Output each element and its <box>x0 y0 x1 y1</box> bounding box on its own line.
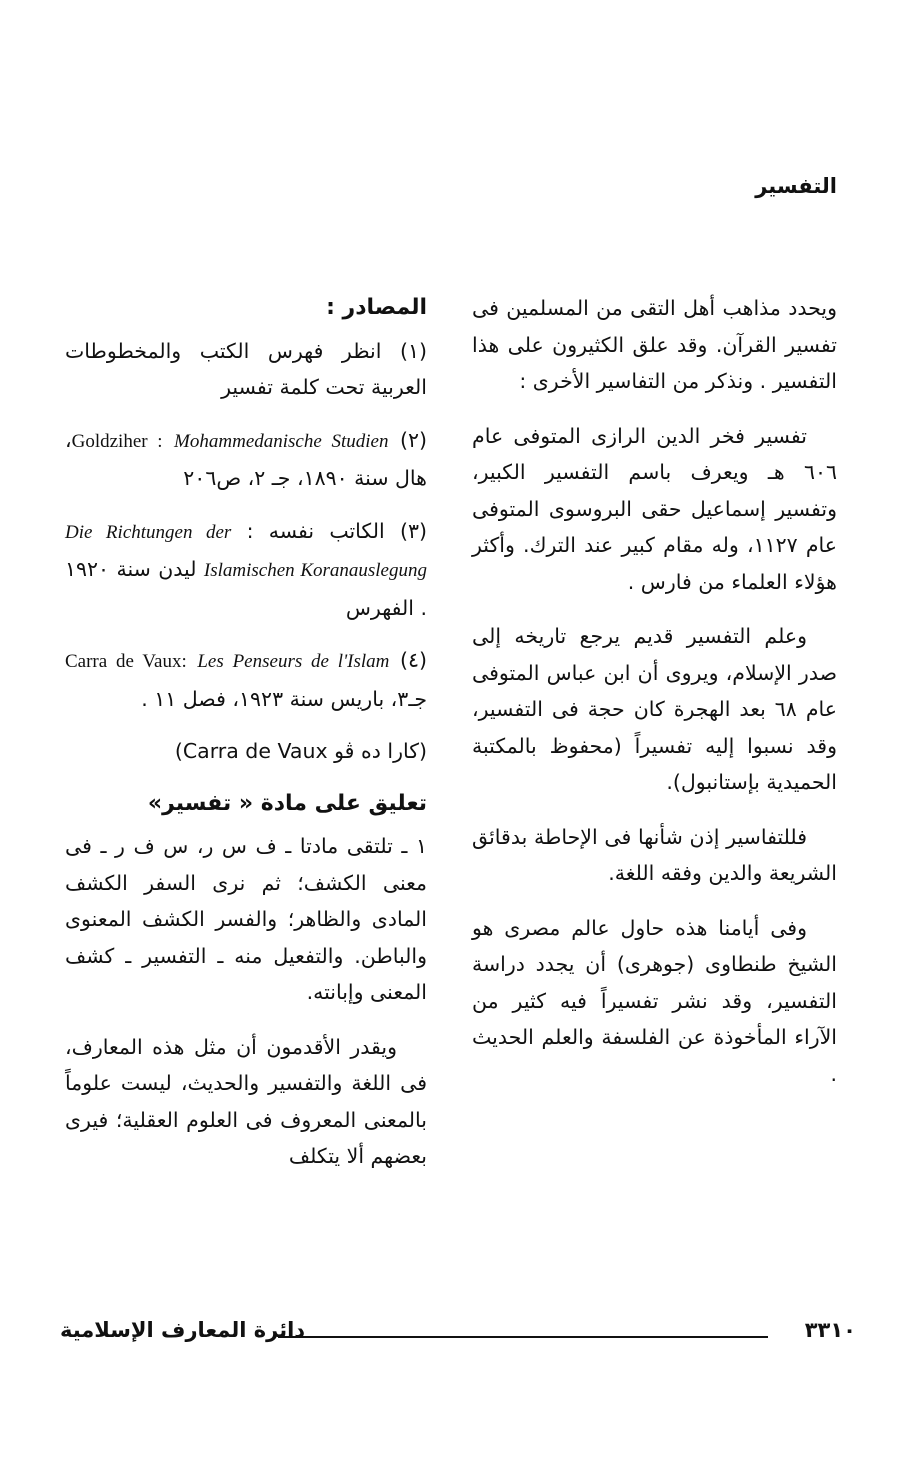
source-number: (٢) <box>399 427 427 452</box>
source-author: Carra de Vaux: <box>65 651 187 672</box>
footer-rule <box>278 1336 768 1338</box>
commentary-paragraph: ١ ـ تلتقى مادتا ـ ف س ر، س ف ر ـ فى معنى الكشف؛ ثم نرى السفر الكشف المادى والظاهر؛ والفسر الكشف المعنوى والباطن. والتفعيل منه ـ التفسير ـ كشف المعنى وإبانته. <box>65 834 427 1004</box>
source-title: Mohammedanische Studien <box>174 430 389 452</box>
source-number: (٣) <box>399 518 427 543</box>
source-title: Die Richtungen der Islamischen Koranauslegung <box>65 521 427 581</box>
source-entry <box>65 642 427 717</box>
source-details: جـ٣، باريس سنة ١٩٢٣، فصل ١١ . <box>141 686 427 711</box>
article-author: (كارا ده ڤو Carra de Vaux) <box>174 739 427 763</box>
page-number: ٣٣١٠ <box>804 1318 856 1342</box>
source-number: (٤) <box>399 648 427 672</box>
body-paragraph: وفى أيامنا هذه حاول عالم مصرى هو الشيخ طنطاوى (جوهرى) أن يجدد دراسة التفسير، وقد نشر تفسيراً فيه كثير من الآراء المأخوذة عن الفلسفة والعلم الحديث . <box>472 915 837 1086</box>
journal-title: دائرة المعارف الإسلامية <box>60 1318 306 1342</box>
source-author: Goldziher : <box>71 430 163 452</box>
running-title: التفسير <box>755 174 837 198</box>
body-paragraph: وعلم التفسير قديم يرجع تاريخه إلى صدر الإسلام، ويروى أن ابن عباس المتوفى عام ٦٨ بعد الهجرة كان حجة فى التفسير، وقد نسبوا إليه تفسيراً (محفوظ بالمكتبة الحميدية بإستانبول). <box>472 624 838 794</box>
body-paragraph: تفسير فخر الدين الرازى المتوفى عام ٦٠٦ هـ ويعرف باسم التفسير الكبير، وتفسير إسماعيل حقى البروسوى المتوفى عام ١١٢٧، وله مقام كبير عند الترك. وأكثر هؤلاء العلماء من فارس . <box>472 423 837 594</box>
source-entry <box>65 422 427 497</box>
source-details: ليدن سنة ١٩٢٠ . الفهرس <box>65 557 427 620</box>
right-column <box>472 290 837 1110</box>
body-paragraph: فللتفاسير إذن شأنها فى الإحاطة بدقائق الشريعة والدين وفقه اللغة. <box>472 824 837 885</box>
source-details: ، هال سنة ١٨٩٠، جـ ٢، ص٢٠٦ <box>65 427 427 490</box>
source-author: الكاتب نفسه : <box>246 518 385 543</box>
commentary-paragraph: ويقدر الأقدمون أن مثل هذه المعارف، فى اللغة والتفسير والحديث، ليست علوماً بالمعنى المعروف فى العلوم العقلية؛ فيرى بعضهم ألا يتكلف <box>65 1034 427 1168</box>
sources-heading: المصادر : <box>326 295 427 320</box>
source-entry: (١) انظر فهرس الكتب والمخطوطات العربية تحت كلمة تفسير <box>65 338 427 399</box>
source-entry <box>65 513 427 627</box>
page-footer <box>60 1318 856 1358</box>
source-title: Les Penseurs de l'Islam <box>197 651 390 672</box>
left-column <box>65 290 427 1193</box>
commentary-heading: تعليق على مادة « تفسير» <box>147 790 427 816</box>
body-paragraph: ويحدد مذاهب أهل التقى من المسلمين فى تفسير القرآن. وقد علق الكثيرون على هذا التفسير . ونذكر من التفاسير الأخرى : <box>472 296 837 393</box>
